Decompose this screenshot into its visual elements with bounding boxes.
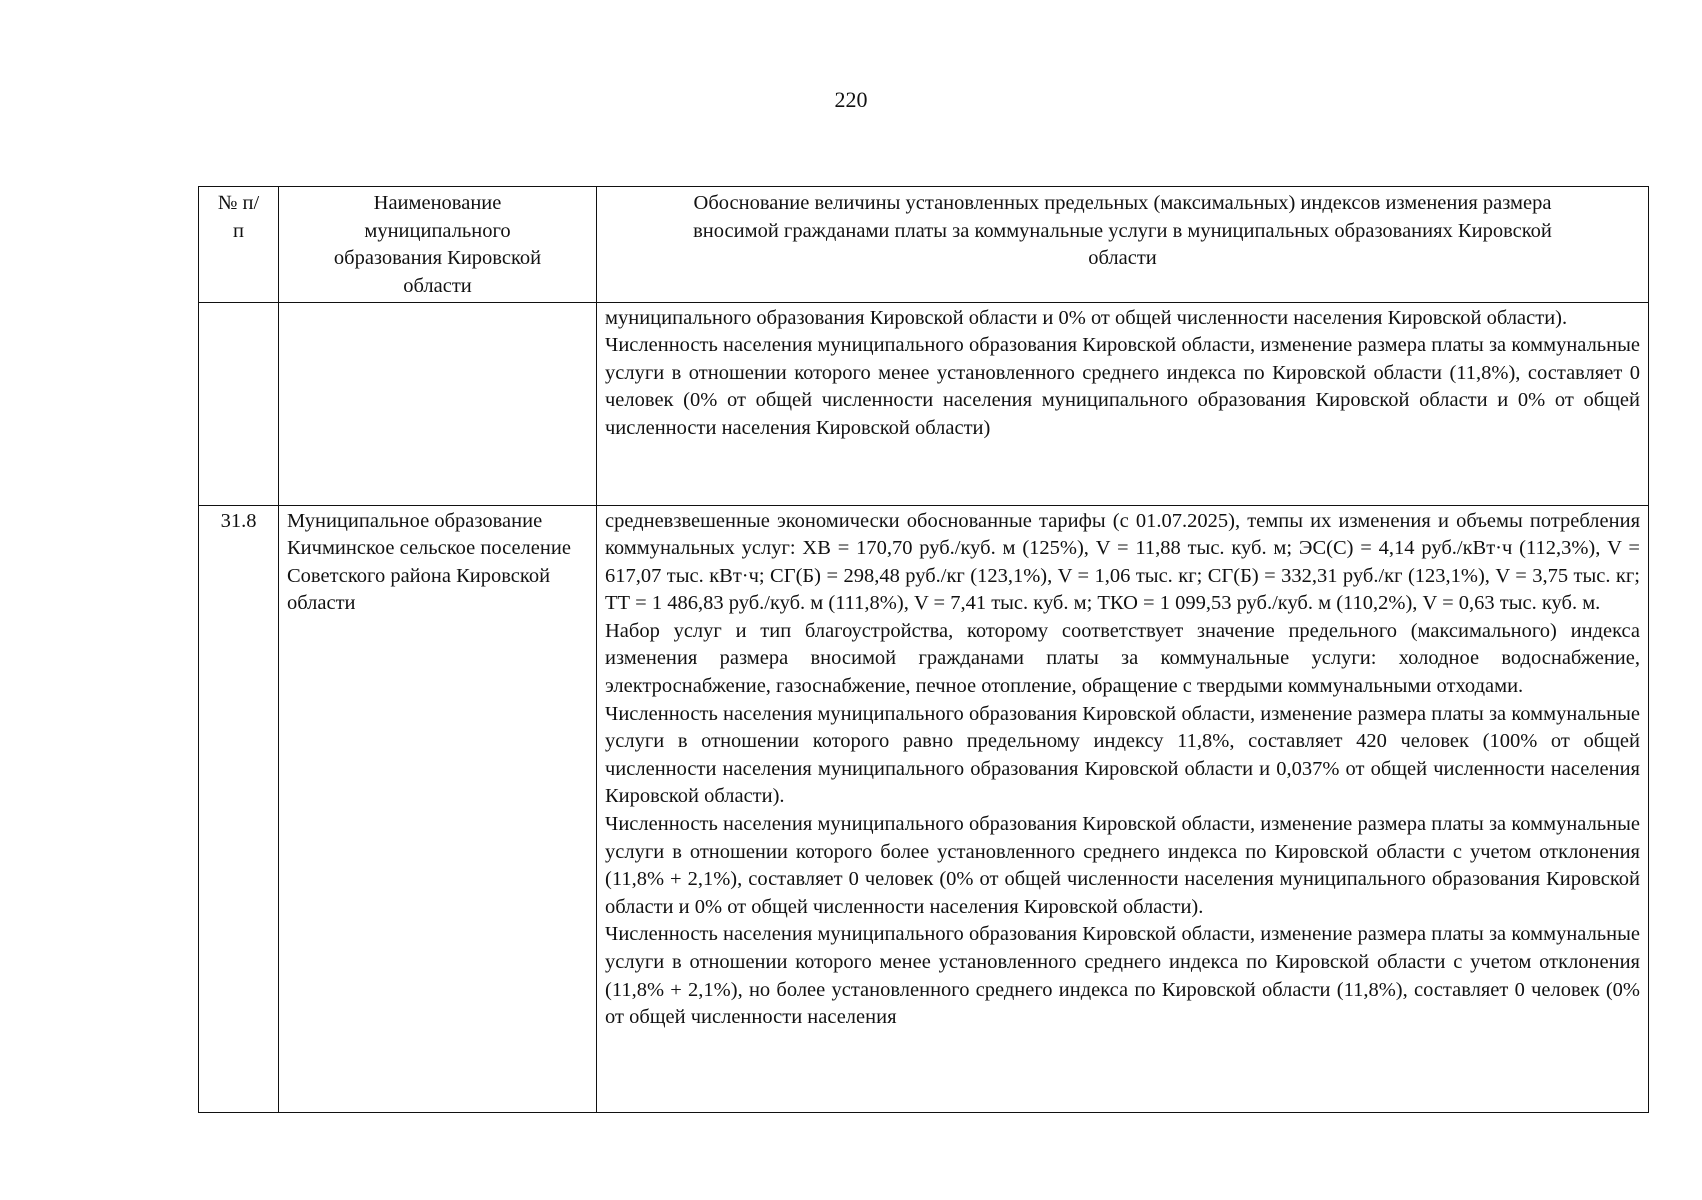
justification-table: [198, 186, 1649, 1113]
header-municipality-text: Наименование муниципального образования Кировской области: [333, 192, 542, 297]
paragraph: Численность населения муниципального образования Кировской области, изменение размера платы за коммунальные услуги в отношении которого равно предельному индексу 11,8%, составляет 420 человек (100% от общей численности населения муниципального образования Кировской области и 0,037% от общей численности населения Кировской области).: [605, 702, 1640, 808]
table-header-row: [199, 187, 1649, 303]
row-municipality: [279, 302, 597, 505]
paragraph: муниципального образования Кировской области и 0% от общей численности населения Кировской области).: [605, 306, 1568, 329]
paragraph: Численность населения муниципального образования Кировской области, изменение размера платы за коммунальные услуги в отношении которого менее установленного среднего индекса по Кировской области (11,8%), составляет 0 человек (0% от общей численности населения муниципального образования Кировской области и 0% от общей численности населения Кировской области): [605, 334, 1640, 439]
header-number-text: № п/п: [217, 192, 260, 242]
row-number: [199, 302, 279, 505]
header-number: [199, 187, 279, 303]
table-row: [199, 302, 1649, 505]
row-justification: [597, 505, 1649, 1112]
paragraph: средневзвешенные экономически обоснованные тарифы (с 01.07.2025), темпы их изменения и объемы потребления коммунальных услуг: ХВ = 170,70 руб./куб. м (125%), V = 11,88 тыс. куб. м; ЭС(С) = 4,14 руб./кВт·ч (112,3%), V = 617,07 тыс. кВт·ч; СГ(Б) = 298,48 руб./кг (123,1%), V = 1,06 тыс. кг; СГ(Б) = 332,31 руб./кг (123,1%), V = 3,75 тыс. кг; ТТ = 1 486,83 руб./куб. м (111,8%), V = 7,41 тыс. куб. м; ТКО = 1 099,53 руб./куб. м (110,2%), V = 0,63 тыс. куб. м.: [605, 509, 1640, 615]
row-number: 31.8: [199, 505, 279, 1112]
row-municipality: Муниципальное образование Кичминское сельское поселение Советского района Кировской области: [279, 505, 597, 1112]
row-justification: [597, 302, 1649, 505]
paragraph: Численность населения муниципального образования Кировской области, изменение размера платы за коммунальные услуги в отношении которого менее установленного среднего индекса по Кировской области с учетом отклонения (11,8% + 2,1%), но более установленного среднего индекса по Кировской области (11,8%), составляет 0 человек (0% от общей численности населения: [605, 923, 1640, 1029]
header-justification: [597, 187, 1649, 303]
paragraph: Набор услуг и тип благоустройства, которому соответствует значение предельного (максимального) индекса изменения размера вносимой гражданами платы за коммунальные услуги: холодное водоснабжение, электроснабжение, газоснабжение, печное отопление, обращение с твердыми коммунальными отходами.: [605, 619, 1640, 698]
header-municipality: [279, 187, 597, 303]
page-number: 220: [834, 87, 868, 112]
table-row: [199, 505, 1649, 1112]
header-justification-text: Обоснование величины установленных предельных (максимальных) индексов изменения размера вносимой гражданами платы за коммунальные услуги в муниципальных образованиях Кировской области: [693, 192, 1552, 269]
paragraph: Численность населения муниципального образования Кировской области, изменение размера платы за коммунальные услуги в отношении которого более установленного среднего индекса по Кировской области с учетом отклонения (11,8% + 2,1%), составляет 0 человек (0% от общей численности населения муниципального образования Кировской области и 0% от общей численности населения Кировской области).: [605, 813, 1640, 918]
